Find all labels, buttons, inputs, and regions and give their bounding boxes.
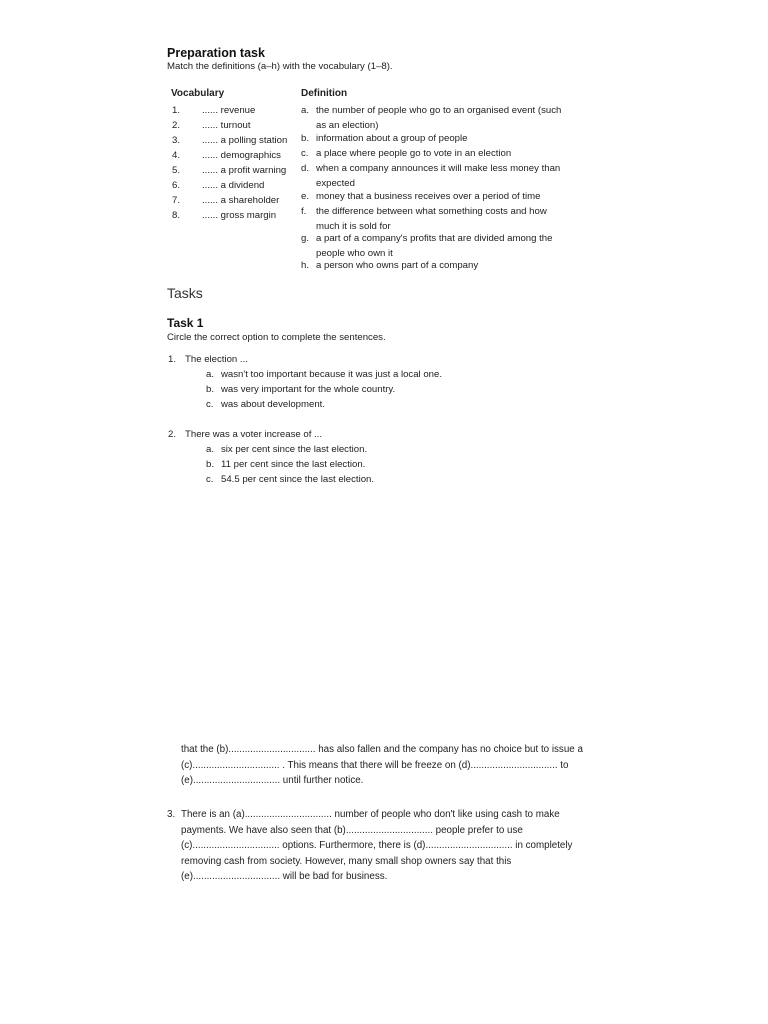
prep-instruction: Match the definitions (a–h) with the vocabulary (1–8). [167,61,393,72]
vocab-item [172,118,251,133]
option-letter: b. [206,459,215,470]
definition-item [301,189,541,204]
vocab-item [172,148,281,163]
option-text: was very important for the whole country. [221,384,396,395]
definition-letter: f. [301,206,307,217]
gapfill-line: (e)................................ will be bad for business. [181,871,388,882]
definition-item [301,161,560,191]
definition-line: information about a group of people [316,133,468,144]
vocab-item [172,178,264,193]
gapfill-continued [181,742,583,789]
gapfill-line: (c)................................ options. Furthermore, there is (d)................................ in completely [181,840,573,851]
vocab-text: ...... turnout [202,120,251,131]
definition-line: people who own it [316,248,393,259]
gapfill-line: (c)................................ . This means that there will be freeze on (d)................................ to [181,759,569,771]
definition-letter: c. [301,148,309,159]
definition-item [301,103,561,133]
vocab-text: ...... demographics [202,150,281,161]
option-text: six per cent since the last election. [221,444,368,455]
definition-letter: h. [301,260,310,271]
task1-instruction: Circle the correct option to complete the sentences. [167,332,386,343]
gapfill-line: removing cash from society. However, many small shop owners say that this [181,855,512,867]
vocab-text: ...... a dividend [202,180,265,191]
option-item[interactable] [206,457,365,472]
definition-letter: e. [301,191,310,202]
definition-letter: a. [301,105,310,116]
option-item[interactable] [206,472,374,487]
vocab-item [172,163,286,178]
definition-letter: g. [301,233,310,244]
vocab-num: 6. [172,180,181,191]
prep-title: Preparation task [167,46,265,60]
option-item[interactable] [206,367,442,382]
gapfill-line: payments. We have also seen that (b)................................ people prefer to use [181,824,523,836]
definition-line: a person who owns part of a company [316,260,479,271]
option-item[interactable] [206,382,395,397]
option-text: was about development. [221,399,325,410]
vocab-item [172,208,276,223]
option-letter: b. [206,384,215,395]
question-2 [168,427,322,442]
vocab-text: ...... gross margin [202,210,277,221]
definition-letter: b. [301,133,310,144]
option-item[interactable] [206,397,325,412]
vocab-num: 5. [172,165,181,176]
definition-line: the number of people who go to an organised event (such [316,105,562,116]
vocab-num: 4. [172,150,181,161]
vocab-num: 2. [172,120,181,131]
question-number: 3. [167,809,176,820]
definition-line: expected [316,178,355,189]
option-letter: c. [206,474,214,485]
definition-line: money that a business receives over a period of time [316,191,541,202]
gapfill-line: (e)................................ until further notice. [181,775,364,786]
option-item[interactable] [206,442,367,457]
definition-line: as an election) [316,120,379,131]
vocab-item [172,103,255,118]
gapfill-question-3 [167,807,572,885]
definition-item [301,131,467,146]
task1-title: Task 1 [167,316,204,330]
gapfill-line: that the (b)................................ has also fallen and the company has no choice but to issue a [181,744,583,755]
vocab-text: ...... a shareholder [202,195,280,206]
definition-letter: d. [301,163,310,174]
option-letter: a. [206,444,215,455]
definition-line: a place where people go to vote in an election [316,148,512,159]
gapfill-line: There is an (a)................................ number of people who don't like using cash to make [181,809,560,820]
definition-item [301,146,511,161]
definition-header: Definition [301,88,348,99]
definition-item [301,258,478,273]
question-number: 1. [168,354,177,365]
vocab-num: 8. [172,210,181,221]
definition-line: when a company announces it will make less money than [316,163,561,174]
vocab-text: ...... revenue [202,105,256,116]
definition-line: much it is sold for [316,221,391,232]
question-stem: The election ... [185,354,248,365]
definition-line: the difference between what something costs and how [316,206,547,217]
vocab-item [172,193,279,208]
vocab-item [172,133,287,148]
definition-item [301,204,547,234]
option-letter: a. [206,369,215,380]
definition-line: a part of a company's profits that are divided among the [316,233,553,244]
question-stem: There was a voter increase of ... [185,429,323,440]
vocab-num: 1. [172,105,181,116]
option-text: 11 per cent since the last election. [221,459,366,470]
vocab-num: 3. [172,135,181,146]
vocab-text: ...... a polling station [202,135,288,146]
definition-item [301,231,552,261]
option-letter: c. [206,399,214,410]
option-text: 54.5 per cent since the last election. [221,474,375,485]
option-text: wasn't too important because it was just a local one. [221,369,443,380]
vocab-text: ...... a profit warning [202,165,287,176]
vocab-num: 7. [172,195,181,206]
question-1 [168,352,248,367]
vocab-header: Vocabulary [171,88,225,99]
question-number: 2. [168,429,177,440]
tasks-heading: Tasks [167,285,203,301]
